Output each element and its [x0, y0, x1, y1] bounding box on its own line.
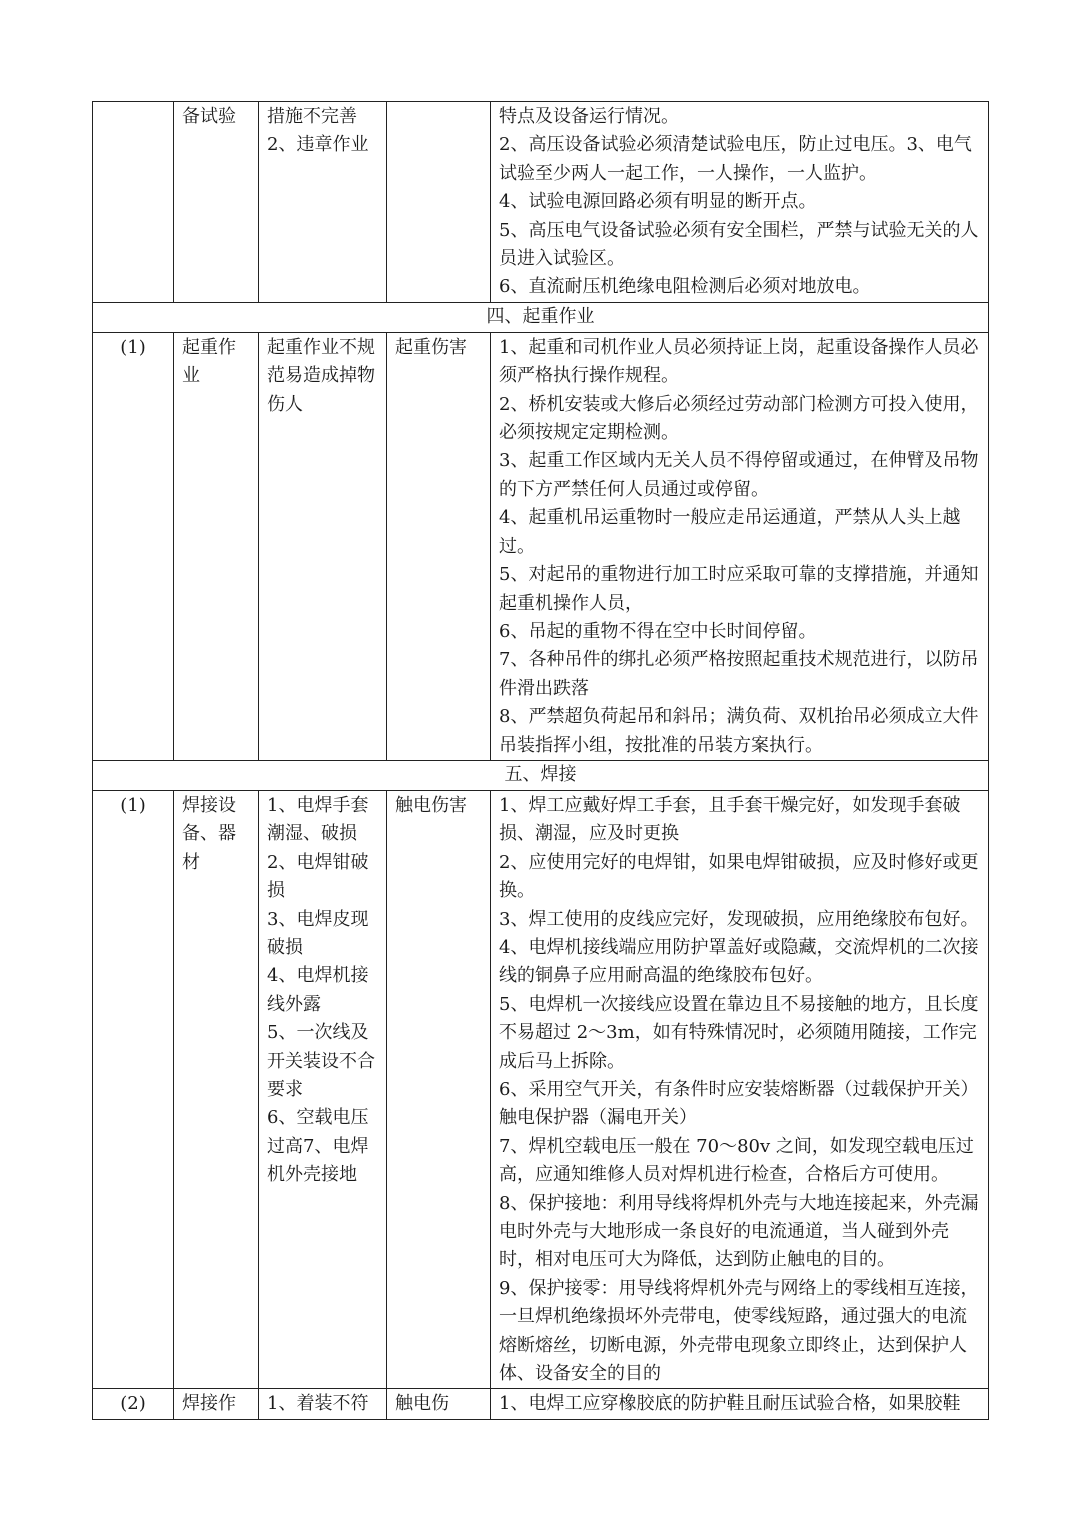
work-category-cell [174, 102, 259, 303]
measure-item: 9、保护接零：用导线将焊机外壳与网络上的零线相互连接，一旦焊机绝缘损坏外壳带电，使零线短路，通过强大的电流熔断熔丝，切断电源，外壳带电现象立即终止，达到保护人体、设备安全的目的 [499, 1277, 979, 1385]
harm-type-cell [387, 102, 491, 303]
section-title: 五、焊接 [93, 760, 989, 790]
item-number-cell [93, 102, 174, 303]
measure-item: 7、焊机空载电压一般在 70～80v 之间，如发现空载电压过高，应通知维修人员对焊机进行检查，合格后方可使用。 [499, 1135, 974, 1186]
safety-measures-cell [491, 790, 989, 1389]
table-row [93, 102, 989, 303]
harm-type-line: 起重伤害 [395, 336, 467, 358]
measure-item: 3、焊工使用的皮线应完好，发现破损，应用绝缘胶布包好。 [499, 908, 979, 930]
hazard-factor-line: 2、违章作业 [267, 134, 369, 156]
hazard-factor-line: 1、着装不符 [267, 1393, 369, 1415]
hazard-factor-line: 1、电焊手套潮湿、破损 [267, 794, 369, 845]
measure-item: 2、桥机安装或大修后必须经过劳动部门检测方可投入使用，必须按规定定期检测。 [499, 393, 979, 444]
measure-item: 8、严禁超负荷起吊和斜吊；满负荷、双机抬吊必须成立大件吊装指挥小组，按批准的吊装方案执行。 [499, 706, 979, 756]
harm-type-cell [387, 332, 491, 760]
item-number-line: (1) [120, 336, 146, 358]
hazard-factor-line: 5、一次线及开关装设不合要求 [267, 1022, 375, 1100]
measure-item: 5、高压电气设备试验必须有安全围栏，严禁与试验无关的人员进入试验区。 [499, 219, 979, 270]
table-body [93, 102, 989, 1420]
item-number-line: (2) [120, 1393, 146, 1415]
item-number-cell [93, 790, 174, 1389]
table-row [93, 790, 989, 1389]
measure-item: 4、电焊机接线端应用防护罩盖好或隐藏，交流焊机的二次接线的铜鼻子应用耐高温的绝缘胶布包好。 [499, 936, 979, 987]
measure-item: 4、起重机吊运重物时一般应走吊运通道，严禁从人头上越过。 [499, 507, 961, 557]
measure-item: 1、电焊工应穿橡胶底的防护鞋且耐压试验合格，如果胶鞋 [499, 1393, 961, 1415]
measure-item: 6、采用空气开关，有条件时应安装熔断器（过载保护开关）触电保护器（漏电开关） [499, 1079, 979, 1129]
measure-item: 5、对起吊的重物进行加工时应采取可靠的支撑措施，并通知起重机操作人员， [499, 564, 979, 614]
section-header-row [93, 760, 989, 790]
measure-item: 6、直流耐压机绝缘电阻检测后必须对地放电。 [499, 276, 871, 298]
section-header-row [93, 302, 989, 332]
section-title: 四、起重作业 [93, 302, 989, 332]
table-row [93, 1389, 989, 1420]
work-category-line: 备试验 [182, 106, 236, 127]
measure-item: 2、高压设备试验必须清楚试验电压，防止过电压。3、电气试验至少两人一起工作，一人操作，一人监护。 [499, 134, 972, 184]
harm-type-cell [387, 1389, 491, 1420]
work-category-cell [174, 1389, 259, 1420]
hazard-factor-cell [259, 790, 387, 1389]
measure-item: 2、应使用完好的电焊钳，如果电焊钳破损，应及时修好或更换。 [499, 851, 979, 902]
safety-measures-table [92, 101, 989, 1420]
measure-item: 特点及设备运行情况。 [499, 106, 679, 127]
work-category-line: 焊接作 [182, 1393, 236, 1415]
hazard-factor-line: 4、电焊机接线外露 [267, 965, 369, 1015]
measure-item: 1、焊工应戴好焊工手套，且手套干燥完好，如发现手套破损、潮湿，应及时更换 [499, 794, 961, 845]
safety-measures-cell [491, 1389, 989, 1420]
measure-item: 5、电焊机一次接线应设置在靠边且不易接触的地方，且长度不易超过 2～3m，如有特殊情况时，必须随用随接，工作完成后马上拆除。 [499, 993, 979, 1072]
work-category-cell [174, 332, 259, 760]
measure-item: 8、保护接地：利用导线将焊机外壳与大地连接起来，外壳漏电时外壳与大地形成一条良好的电流通道，当人碰到外壳时，相对电压可大为降低，达到防止触电的目的。 [499, 1192, 979, 1271]
table-row [93, 332, 989, 760]
hazard-factor-line: 起重作业不规范易造成掉物伤人 [267, 336, 375, 415]
harm-type-line: 触电伤害 [395, 794, 467, 816]
measure-item: 4、试验电源回路必须有明显的断开点。 [499, 191, 817, 213]
work-category-line: 焊接设备、器材 [182, 794, 236, 873]
item-number-cell [93, 332, 174, 760]
item-number-cell [93, 1389, 174, 1420]
harm-type-cell [387, 790, 491, 1389]
work-category-line: 起重作业 [182, 336, 236, 387]
safety-measures-cell [491, 102, 989, 303]
harm-type-line: 触电伤 [395, 1393, 449, 1415]
hazard-factor-line: 6、空载电压过高7、电焊机外壳接地 [267, 1107, 369, 1186]
hazard-factor-cell [259, 332, 387, 760]
hazard-factor-cell [259, 1389, 387, 1420]
safety-measures-cell [491, 332, 989, 760]
work-category-cell [174, 790, 259, 1389]
measure-item: 3、起重工作区域内无关人员不得停留或通过，在伸臂及吊物的下方严禁任何人员通过或停留。 [499, 450, 979, 500]
measure-item: 6、吊起的重物不得在空中长时间停留。 [499, 620, 817, 642]
hazard-factor-line: 3、电焊皮现破损 [267, 908, 369, 958]
hazard-factor-line: 措施不完善 [267, 106, 357, 127]
hazard-factor-line: 2、电焊钳破损 [267, 851, 369, 902]
item-number-line: (1) [120, 794, 146, 816]
measure-item: 1、起重和司机作业人员必须持证上岗，起重设备操作人员必须严格执行操作规程。 [499, 336, 979, 387]
measure-item: 7、各种吊件的绑扎必须严格按照起重技术规范进行，以防吊件滑出跌落 [499, 649, 979, 699]
hazard-factor-cell [259, 102, 387, 303]
